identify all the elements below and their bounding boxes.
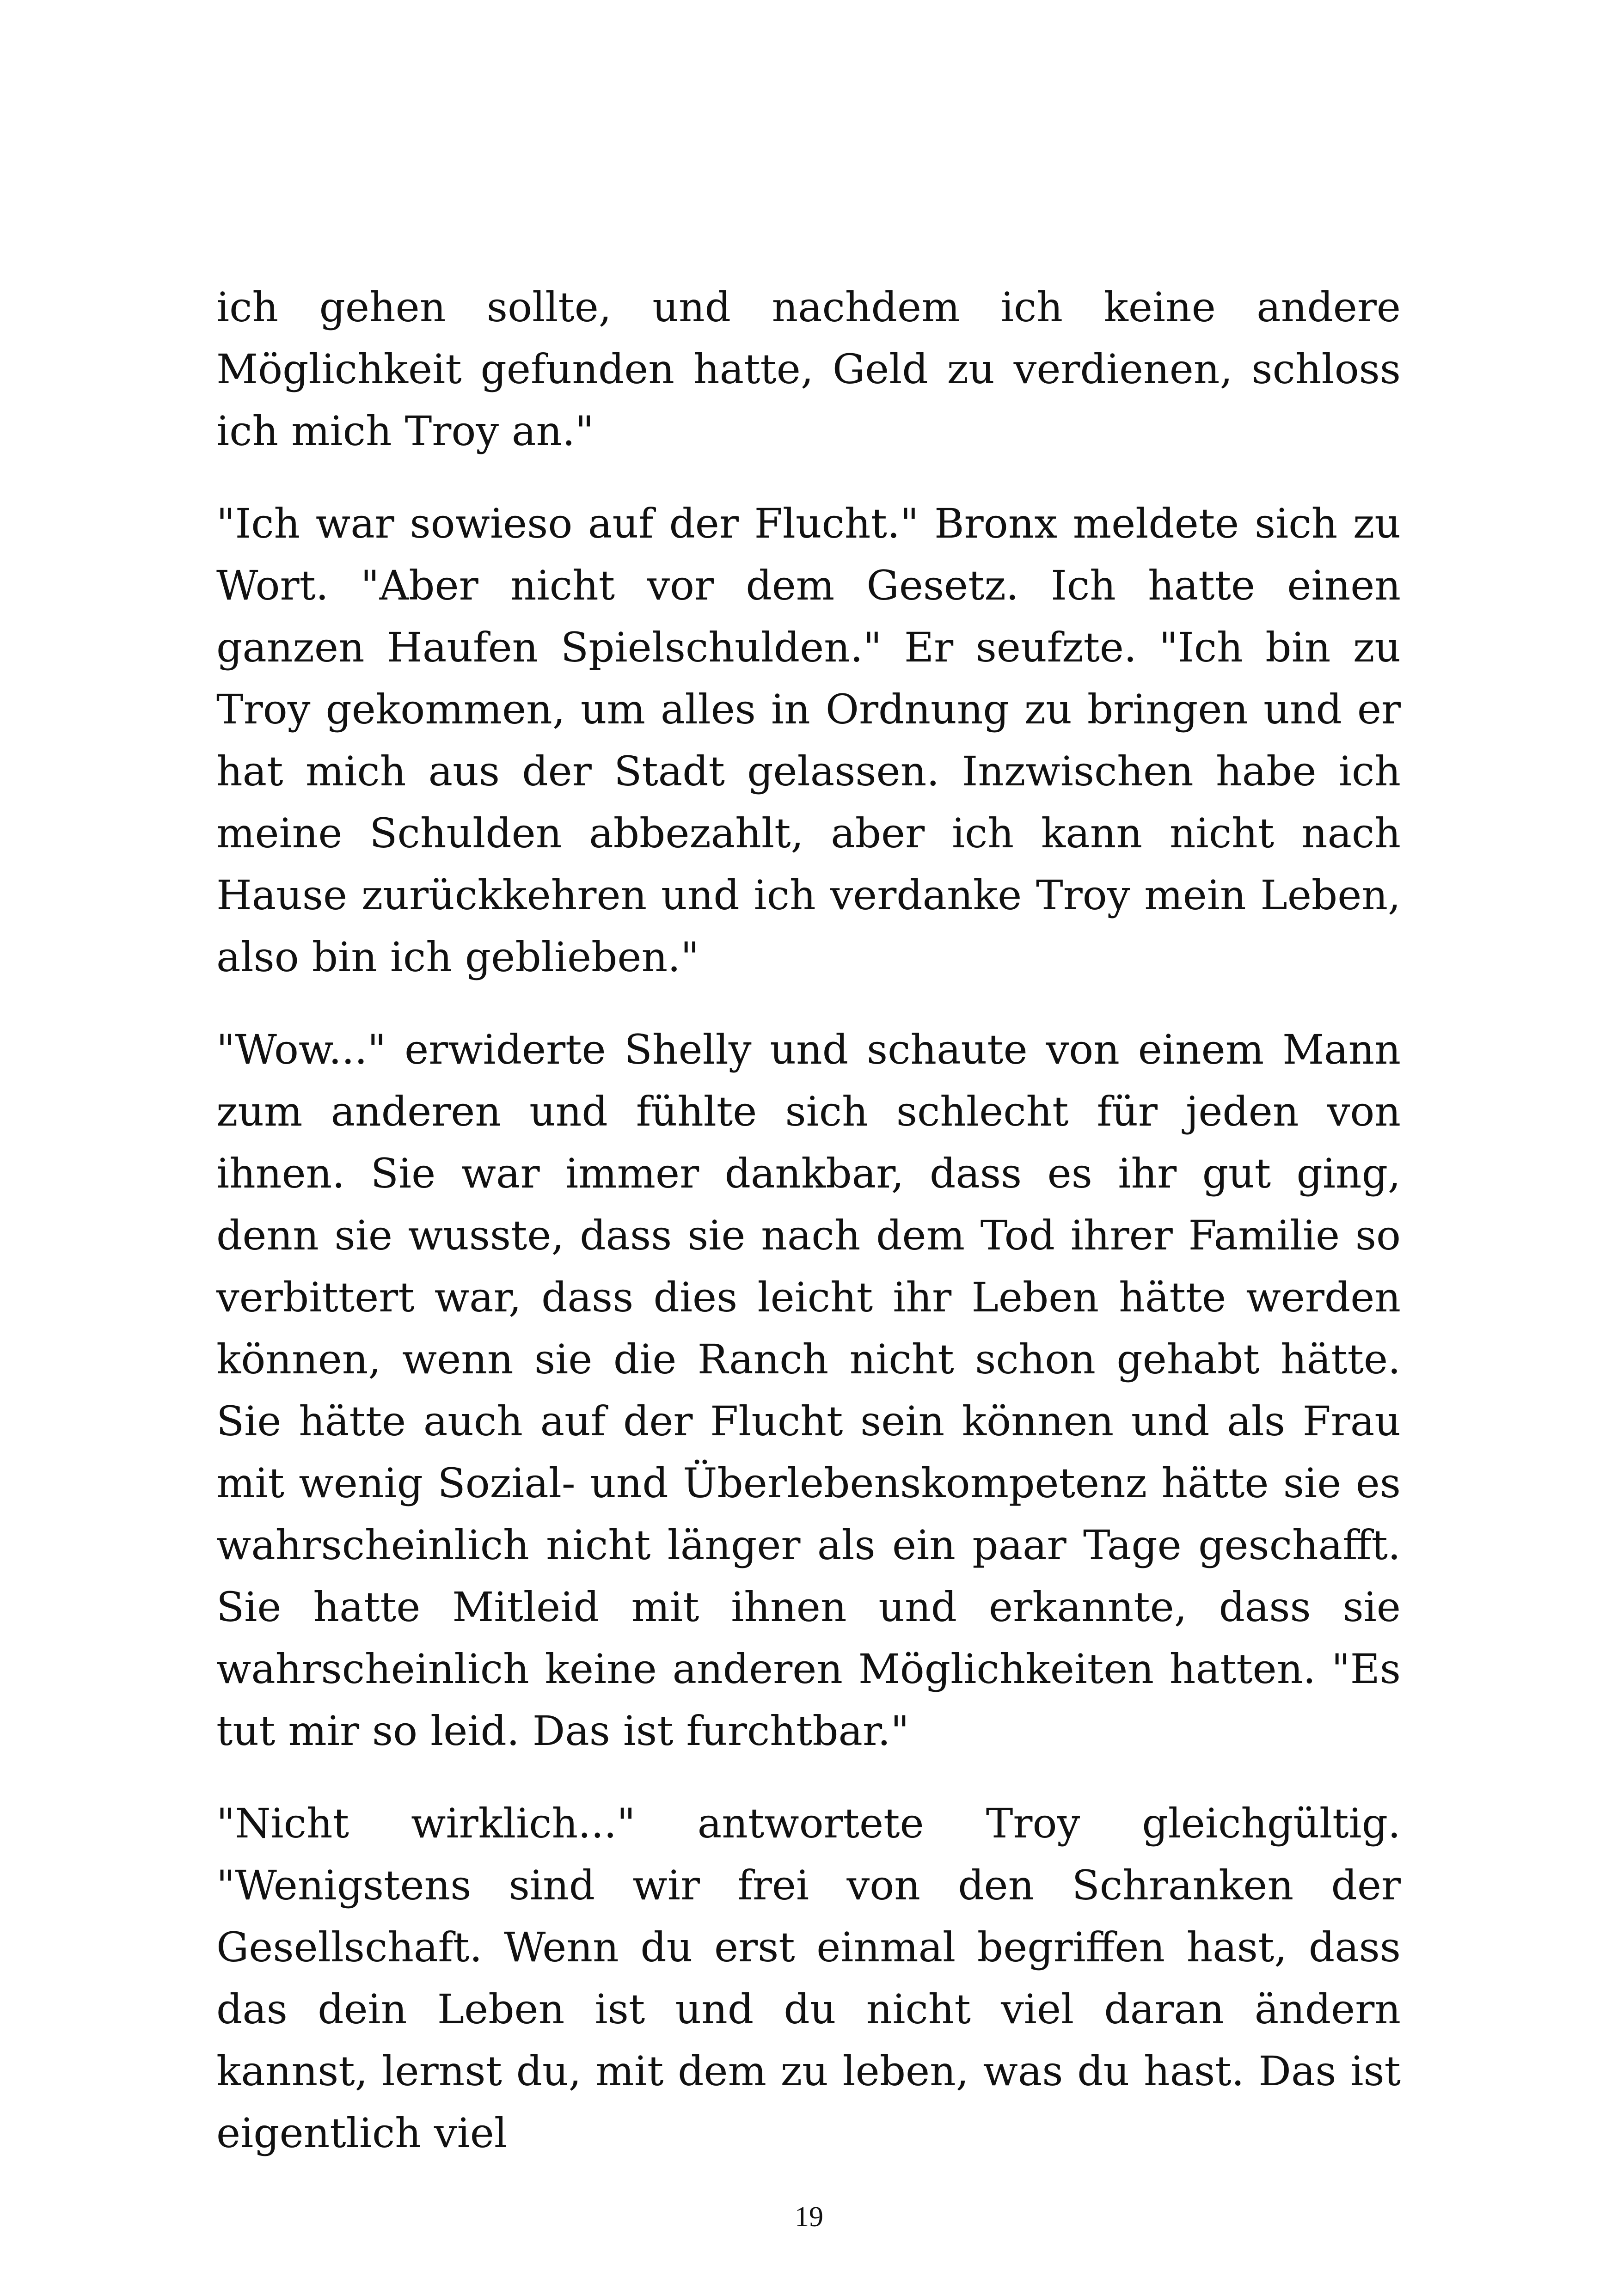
- paragraph-3: "Wow..." erwiderte Shelly und schaute von einem Mann zum anderen und fühlte sich schlecht für jeden von ihnen. Sie war immer dankbar, dass es ihr gut ging, denn sie wusste, dass sie nach dem Tod ihrer Familie so verbittert war, dass dies leicht ihr Leben hätte werden können, wenn sie die Ranch nicht schon gehabt hätte. Sie hätte auch auf der Flucht sein können und als Frau mit wenig Sozial- und Überlebenskompetenz hätte sie es wahrscheinlich nicht länger als ein paar Tage geschafft. Sie hatte Mitleid mit ihnen und erkannte, dass sie wahrscheinlich keine anderen Möglichkeiten hatten. "Es tut mir so leid. Das ist furchtbar.": [216, 1026, 1401, 1755]
- paragraph-1: ich gehen sollte, und nachdem ich keine andere Möglichkeit gefunden hatte, Geld zu verdienen, schloss ich mich Troy an.": [216, 283, 1401, 455]
- paragraph-4: "Nicht wirklich..." antwortete Troy gleichgültig. "Wenigstens sind wir frei von den Schranken der Gesellschaft. Wenn du erst einmal begriffen hast, dass das dein Leben ist und du nicht viel daran ändern kannst, lernst du, mit dem zu leben, was du hast. Das ist eigentlich viel: [216, 1800, 1401, 2157]
- paragraph-2: "Ich war sowieso auf der Flucht." Bronx meldete sich zu Wort. "Aber nicht vor dem Gesetz. Ich hatte einen ganzen Haufen Spielschulden." Er seufzte. "Ich bin zu Troy gekommen, um alles in Ordnung zu bringen und er hat mich aus der Stadt gelassen. Inzwischen habe ich meine Schulden abbezahlt, aber ich kann nicht nach Hause zurückkehren und ich verdanke Troy mein Leben, also bin ich geblieben.": [216, 500, 1401, 981]
- page-number: 19: [795, 2201, 823, 2233]
- body-text: [216, 276, 1401, 2164]
